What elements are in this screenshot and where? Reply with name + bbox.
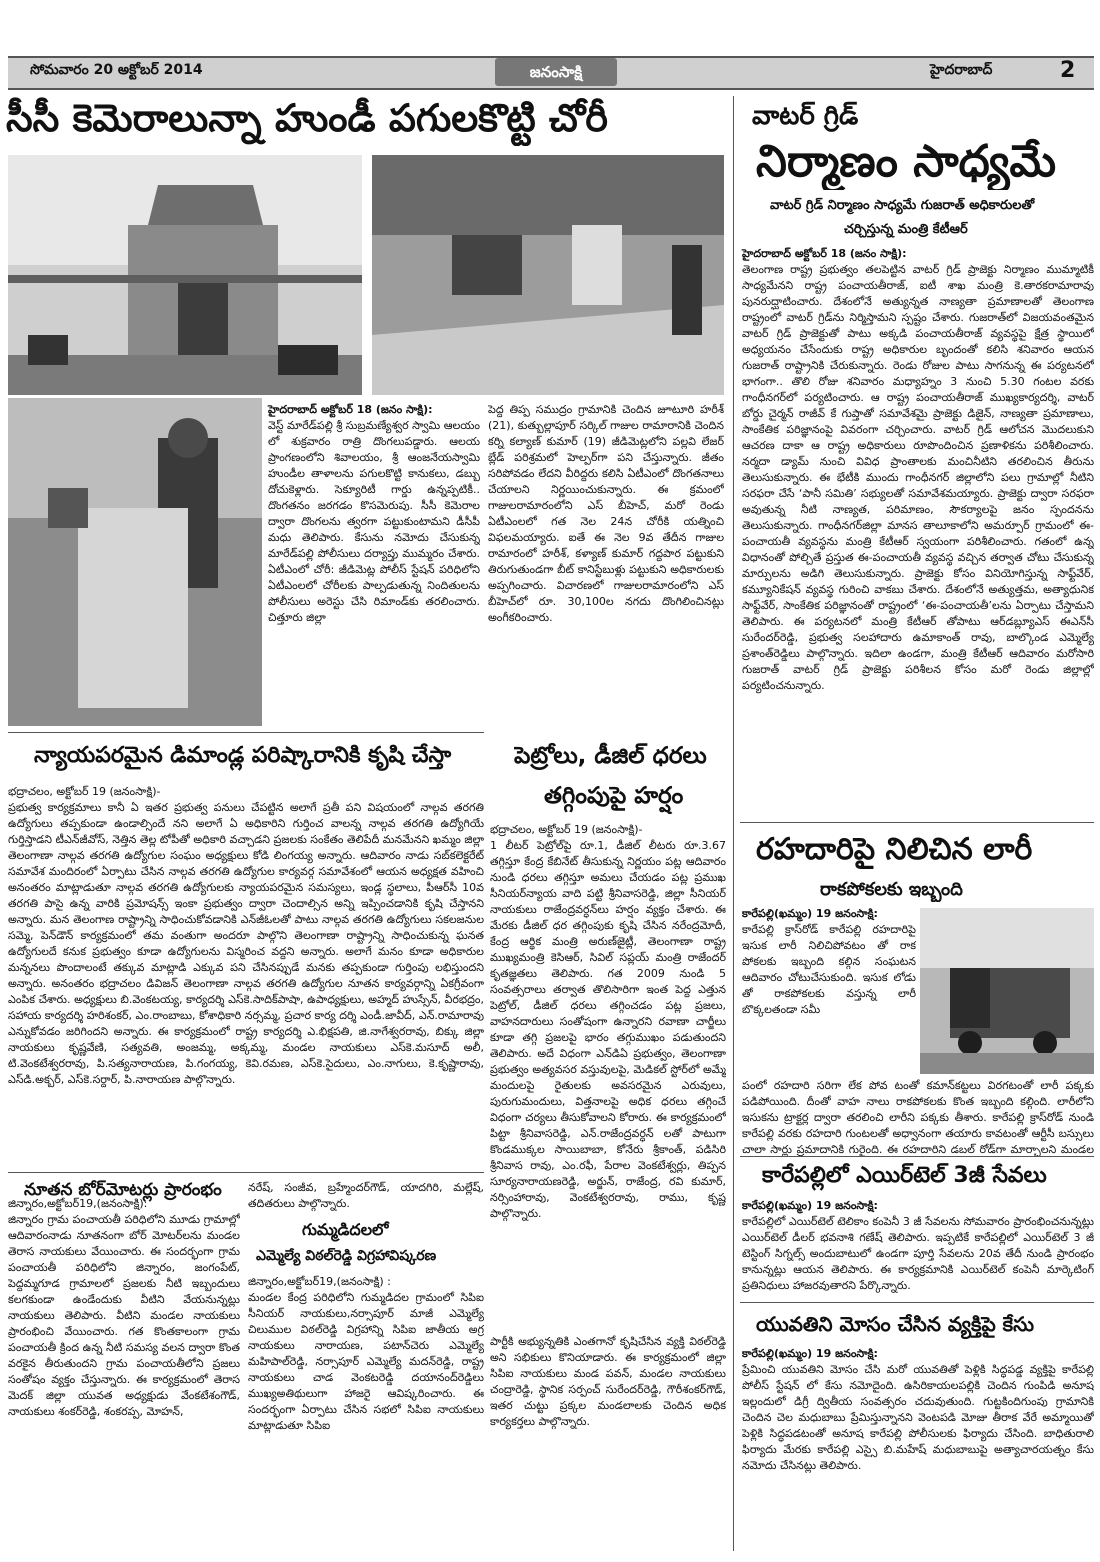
demands-body: ప్రభుత్వ కార్యక్రమాలు కానీ ఏ ఇతర ప్రభుత్వ పనులు చేపట్టిన అలాగే ప్రతీ పని విషయంలో నాల్గవ తరగతి ఉద్యోగులు తప్పకుండా ఉండాల్సిందే నని అలాగే ఏ అధికారిని గుర్తించ వాలన్న నాల్గవ తరగతి ఉద్యోగియే గుర్తిస్తాడని టీఎన్‌జీవోస్, నెత్తిన తెల్ల టోపీతో అధికారి వచ్చాడని ప్రజలకు సంకేతం తెలిపేదీ మనమేనని ఖమ్మం జిల్లా తెలంగాణా నాల్గవ తరగతి ఉద్యోగుల సంఘం అధ్యక్షులు కోడి లింగయ్య అన్నారు. ఆదివారం నాడు సబ్‌కలెక్టరేట్ సమావేశ మందిరంలో ఏర్పాటు చేసిన నాల్గవ తరగతి ఉద్యోగుల కార్యవర్గ సమావేశంలో ఆయన అధ్యక్షత వహించి అనంతరం మాట్లాడుతూ నాల్గవ తరగతి ఉద్యోగులకు న్యాయపరమైన సమస్యలు, ఇండ్ల స్థలాలు, పీఆర్‌సీ 10వ తరగతి పాసై ఉన్న వారికి ప్రమోషన్స్ ఇంకా ప్రభుత్వం ద్వారా చెందాల్సిన అన్ని ఇప్పించడానికి కృషి చేస్తానని అన్నారు. మన తెలంగాణ రాష్ట్రాన్ని సాధించుకోవడానికి ఎన్‌జీఓలతో పాటు నాల్గవ తరగతి ఉద్యోగులు సకలజనుల సమ్మె, పెన్‌డౌన్ కార్యక్రమంలో తమ వంతుగా అందరూ పాల్గొని తెలంగాణా రాష్ట్రాన్ని సాధించుకున్న ఘనత ఉద్యోగులదే కనుక ప్రభుత్వం కూడా ఉద్యోగులను విస్మరించ వద్దని అన్నారు. అలాగే మనం కూడా అధికారుల మన్ననలు పొందాలంటే తక్కువ మాట్లాడి ఎక్కువ పని చేసినప్పుడే మనకు తప్పకుండా గుర్తింపు లభిస్తుందని అన్నారు. అనంతరం భద్రాచలం డివిజన్ తెలంగాణా నాల్గవ తరగతి ఉద్యోగుల నూతన కార్యవర్గాన్ని ఏకగ్రీవంగా ఎంపిక చేశారు. అధ్యక్షులు బి.వెంకటయ్య, కార్యదర్శి ఎస్‌కె.సాదిక్‌పాషా, ఉపాధ్యక్షులు, అహ్మద్ హుస్సేన్, వీరభద్రం, సహాయ కార్యదర్శి హరిశంకర్, ఎం.రాంబాబు, కోశాధికారి నర్సమ్మ, ప్రచార కార్య దర్శి ఎండీ.జావీద్, ఎన్.రామారావు ఎన్నుకోవడం జరిగిందని అన్నారు. ఈ కార్యక్రమంలో రాష్ట్ర కార్యదర్శి ఎ.భిక్షపతి, జి.నాగేశ్వరరావు, బిక్కు జిల్లా నాయకులు కృష్ణవేణి, సత్యవతి, అంజమ్మ, అక్కమ్మ, మండల నాయకులు ఎస్‌కె.మసూద్ అలీ, టి.వెంకటేశ్వరరావు, పి.సత్యనారాయణ, పి.గంగయ్య, కెవి.రమణ, ఎస్‌కె.సైదులు, ఎం.నాగులు, కె.కృష్ణారావు, ఎస్‌డి.అక్బర్, ఎస్‌కె.సర్దార్, పి.నారాయణ పాల్గొన్నారు.	[8, 801, 484, 1086]
demands-dateline: భద్రాచలం, అక్టోబర్ 19 (జనంసాక్షి)-	[8, 785, 161, 798]
water-grid-deck-2: చర్చిస్తున్న మంత్రి కేటీఆర్	[844, 222, 968, 237]
lorry-photo	[920, 908, 1094, 1074]
statue-headline-1: గుమ్మడిదలలో	[302, 1220, 389, 1239]
water-grid-body: తెలంగాణ రాష్ట్ర ప్రభుత్వం తలపెట్టిన వాటర్ గ్రిడ్ ప్రాజెక్టు నిర్మాణం ముమ్మాటికీ సాధ్యమేనని రాష్ట్ర పంచాయతీరాజ్, ఐటీ శాఖ మంత్రి కె.తారకరామారావు పునరుద్ఘాటించారు. దేశంలోనే అత్యున్నత నాణ్యతా ప్రమాణాలతో తెలంగాణ రాష్ట్రంలో వాటర్ గ్రిడ్‌ను నిర్మిస్తామని స్పష్టం చేశారు. గుజరాత్‌లో విజయవంతమైన వాటర్ గ్రిడ్ ప్రాజెక్టుతో పాటు అక్కడి పంచాయతీరాజ్ వ్యవస్థపై క్షేత్ర స్థాయిలో అధ్యయనం చేసేందుకు రాష్ట్ర అధికారుల బృందంతో కలిసి శనివారం ఆయన గుజరాత్ రాష్ట్రానికి చేరుకున్నారు. రెండు రోజుల పాటు సాగనున్న ఈ పర్యటనలో భాగంగా.. తొలి రోజు శనివారం మధ్యాహ్నం 3 నుంచి 5.30 గంటల వరకు గాంధీనగర్‌లో పర్యటించారు. ఆ రాష్ట్ర పంచాయతీరాజ్ ముఖ్యకార్యదర్శి, వాటర్ బోర్డు చైర్మన్ రాజీవ్ కే గుప్తాతో సమావేశమై ప్రాజెక్టు డిజైన్, నాణ్యతా ప్రమాణాలు, సాంకేతిక పరిజ్ఞానంపై వివరంగా చర్చించారు. వాటర్ గ్రిడ్ ఆలోచన మొదలుకుని ఆచరణ దాకా ఆ రాష్ట్ర అధికారులు రూపొందించిన ప్రణాళికను పరిశీలించారు. నర్మదా డ్యామ్ నుంచి వివిధ ప్రాంతాలకు మంచినీటిని తరలించిన తీరును తెలుసుకున్నారు. ఈ భేటీకి ముందు గాంధీనగర్ జిల్లాలోని పలు గ్రామాల్లో నీటిని సరఫరా చేసే ‘పానీ సమితి’ సభ్యులతో సమావేశమయ్యారు. ప్రాజెక్టు ద్వారా సరఫరా అవుతున్న నీటి నాణ్యత, పరిమాణం, సౌకర్యాలపై జనం స్పందనను తెలుసుకున్నారు. గాంధీనగర్‌జిల్లా మానస తాలూకాలోని అమర్పూర్ గ్రామంలో ఈ-పంచాయతీ వ్యవస్థను మంత్రి కేటీఆర్ స్వయంగా పరిశీలించారు. గతంలో ఉన్న విధానంతో పోల్చితే ప్రస్తుత ఈ-పంచాయతీ వ్యవస్థ వచ్చిన తర్వాత చోటు చేసుకున్న మార్పులను అడిగి తెలుసుకున్నారు. ప్రాజెక్టు కోసం వినియోగిస్తున్న సాఫ్ట్‌వేర్, కమ్యూనికేషన్ వ్యవస్థ గురించి వాకబు చేశారు. దేశంలోనే అత్యుత్తమ, అత్యాధునిక సాఫ్ట్‌వేర్, సాంకేతిక పరిజ్ఞానంతో రాష్ట్రంలో ‘ఈ-పంచాయతీ’లను ఏర్పాటు చేస్తామని తెలిపారు. ఈ పర్యటనలో మంత్రి కేటీఆర్ తోపాటు ఆర్‌డబ్ల్యూఎస్ ఈఎన్‌సీ సురేందర్‌రెడ్డి, ప్రభుత్వ సలహాదారు ఉమాకాంత్ రావు, బాల్కొండ ఎమ్మెల్యే ప్రశాంత్‌రెడ్డిలు పాల్గొన్నారు. ఇదిలా ఉండగా, మంత్రి కేటీఆర్ ఆదివారం మరోసారి గుజరాత్ వాటర్ గ్రిడ్ ప్రాజెక్టు పరిశీలన కోసం మరో రెండు జిల్లాల్లో పర్యటించనున్నారు.	[742, 263, 1094, 692]
demands-headline: న్యాయపరమైన డిమాండ్ల పరిష్కారానికి కృషి చేస్తా	[34, 743, 452, 768]
cheating-dateline: కారేపల్లి(ఖమ్మం) 19 జనంసాక్షి:	[742, 1347, 878, 1360]
lorry-headline: రహదారిపై నిలిచిన లారీ	[756, 832, 1033, 867]
cheating-headline: యువతిని మోసం చేసిన వ్యక్తిపై కేసు	[756, 1312, 1035, 1336]
water-grid-dateline: హైదరాబాద్ అక్టోబర్ 18 (జనం సాక్షి):	[742, 247, 907, 260]
water-grid-kicker: వాటర్ గ్రిడ్	[752, 101, 859, 131]
lorry-subhead: రాకపోకలకు ఇబ్బంది	[820, 879, 963, 900]
lorry-image	[920, 908, 1094, 1074]
temple-gopuram-photo	[8, 155, 362, 395]
cheating-body: ప్రేమించి యువతిని మోసం చేసి మరో యువతితో పెళ్లికి సిద్ధపడ్డ వ్యక్తిపై కారేపల్లి పోలీస్ స్టేషన్ లో కేసు నమోదైంది. ఉసిరికాయలపల్లికి చెందిన గుంపిడి అనూష ఇల్లందులో డిగ్రీ ద్వితీయ సంవత్సరం చదువుతుంది. గుట్టకిందిగుంపు గ్రామానికి చెందిన చెల మధుబాబు ప్రేమిస్తున్నానని వెంటపడి మోజు తీరాక వేరే అమ్మాయితో పెళ్లికి సిద్ధపడటంతో అనూష కారేపల్లి పోలీసులకు ఫిర్యాదు చేసింది. బాధితురాలి ఫిర్యాదు మేరకు కారేపల్లి ఎస్సై బి.మహేష్ మధుబాబుపై అత్యాచారయత్నం కేసు నమోదు చేసినట్లు తెలిపారు.	[742, 1363, 1094, 1472]
temple-gopuram-image	[8, 155, 362, 395]
masthead-city: హైదరాబాద్	[930, 62, 993, 78]
borewells-headline: నూతన బోర్‌మోటర్లు ప్రారంభం	[24, 1180, 222, 1200]
hundi-headline: సీసీ కెమెరాలున్నా హుండీ పగులకొట్టి చోరీ	[6, 96, 608, 140]
petrol-headline-2: తగ్గింపుపై హర్షం	[544, 783, 684, 809]
newspaper-logo: జనంసాక్షి	[495, 58, 617, 86]
borewells-body-col1: జిన్నారం గ్రామ పంచాయతీ పరిధిలోని మూడు గ్రామాల్లో ఆదివారంనాడు నూతనంగా బోర్ మోటర్‌లను మండల తెరాస నాయకులు వేయించారు. ఈ సందర్భంగా గ్రామ పంచాయతీ పరిధిలోని జిన్నారం, జంగంపేట్, పెద్దమ్మగూడ గ్రామాలలో ప్రజలకు నీటి ఇబ్బందులు కలగకుండా ఉండేందుకు వీటిని వేయనున్నట్లు నాయకులు తెలిపారు. వీటిని మండల నాయకులు ప్రారంభించి వేయించారు. గత కొంతకాలంగా గ్రామ పంచాయతీ క్రింద ఉన్న నీటి సమస్య వలన ద్వారా కొంత వరకైన తీరుతుందని గ్రామ పంచాయతీలోని ప్రజలు సంతోషం వ్యక్తం చేస్తున్నారు. ఈ కార్యక్రమంలో తెరాస మెదక్ జిల్లా యువత అధ్యక్షుడు వేంకటేశంగౌడ్, నాయకులు శంకర్‌రెడ్డి, శంకరప్ప, మోహన్,	[8, 1213, 240, 1418]
hundi-man-image	[8, 398, 262, 726]
petrol-headline-1: పెట్రోలు, డీజిల్ ధరలు	[514, 743, 707, 769]
water-grid-deck-1: వాటర్ గ్రిడ్ నిర్మాణం సాధ్యమే గుజరాత్ అధికారులతో	[770, 198, 1035, 213]
masthead	[0, 0, 1100, 92]
temple-hundi-photo	[372, 155, 724, 395]
column-rule	[733, 96, 734, 1551]
hundi-man-photo	[8, 398, 262, 726]
statue-body: మండల కేంద్ర పరిధిలోని గుమ్మడిదల గ్రామంలో సిపిఐ సీనియర్ నాయకులు,నర్సాపూర్ మాజీ ఎమ్మెల్యే చిలుముల విఠల్‌రెడ్డి విగ్రహాన్ని సిపిఐ జాతీయ అగ్ర నాయకులు నారాయణ, పటాన్‌చెరు ఎమ్మెల్యే మహిపాల్‌రెడ్డి, నర్సాపూర్ ఎమ్మెల్యే మదన్‌రెడ్డి, రాష్ట్ర నాయకులు చాడ వెంకటరెడ్డి దయానంద్‌రెడ్డిలు ముఖ్యఅతిథులుగా హాజరై ఆవిష్కరించారు. ఈ సందర్భంగా ఏర్పాటు చేసిన సభలో సిపిఐ నాయకులు మాట్లాడుతూ సిపిఐ	[248, 1291, 484, 1432]
hundi-body-col2: పెద్ద తిప్ప సముద్రం గ్రామానికి చెందిన జూటూరి హరీశ్ (21), కుత్బుల్లాపూర్ సర్కిల్ గాజుల రామారానికి చెందిన కర్ని కల్యాణ్ కుమార్ (19) జీడిమెట్లలోని పల్లవి లేజర్ బ్లేడ్ పరిశ్రమలో హెల్పర్‌గా పని చేస్తున్నారు. జీతం సరిపోవడం లేదని వీరిద్దరు కలిసి ఏటీఎంలో దొంగతనాలు చేయాలని నిర్ణయించుకున్నారు. ఈ క్రమంలో గాజులరామారంలోని ఎస్ బీహెచ్, మరో రెండు ఏటీఎంలలో గత నెల 24న చోరీకి యత్నించి విఫలమయ్యారు. ఐతే ఈ నెల 9వ తేదీన గాజుల రామారంలో హరీశ్, కళ్యాణ్ కుమార్ గద్దపార పట్టుకుని తిరుగుతుండగా బీట్ కానిస్టేబుళ్లు పట్టుకుని అధికారులకు అప్పగించారు. విచారణలో గాజులరామారంలోని ఎస్ బీహెచ్‌లో రూ. 30,100ల నగదు దొంగిలించినట్లు అంగీకరించారు.	[488, 403, 724, 624]
section-rule	[740, 1156, 1094, 1157]
airtel-dateline: కారేపల్లి(ఖమ్మం) 19 జనంసాక్షి:	[742, 1199, 878, 1212]
statue-dateline: జిన్నారం,అక్టోబర్19,(జనంసాక్షి) :	[248, 1275, 391, 1288]
airtel-body: కారేపల్లిలో ఎయిర్‌టెల్ టెలికాం కంపెనీ 3 జీ సేవలను సోమవారం ప్రారంభించనున్నట్లు ఎయిర్‌టెల్ డీలర్ భవనాశి గణేష్ తెలిపారు. ఇప్పటికే కారేపల్లిలో ఎయిర్‌టెల్ 3 జీ టెస్టింగ్ సిగ్నల్స్ అందుబాటులో ఉండగా పూర్తి సేవలను 20వ తేదీ నుండి ప్రారంభం కానున్నట్లు ఆయన తెలిపారు. ఈ కార్యక్రమానికి ఎయిర్‌టెల్ కంపెనీ మార్కెటింగ్ ప్రతినిధులు హాజరవుతారని పేర్కొన్నారు.	[742, 1215, 1094, 1292]
section-rule	[8, 1172, 484, 1173]
hundi-body-col1: వెస్ట్ మారేడ్‌పల్లి శ్రీ సుబ్రమణ్యేశ్వర స్వామి ఆలయం లో శుక్రవారం రాత్రి దొంగలుపడ్డారు. ఆలయ ప్రాంగణంలోని శివాలయం, శ్రీ ఆంజనేయస్వామి హుండీల తాళాలను పగులకొట్టి కానుకలు, డబ్బు దోచుకెళ్లారు. సెక్యూరిటీ గార్డు ఉన్నప్పటికీ.. దొంగతనం జరగడం కొసమెరుపు. సీసీ కెమెరాల ద్వారా దొంగలను త్వరగా పట్టుకుంటామని డీసీపీ మధు తెలిపారు. కేసును నమోదు చేసుకున్న మారేడ్‌పల్లి పోలీసులు దర్యాప్తు ముమ్మరం చేశారు. ఏటీఎంలో చోరీ: జీడిమెట్ల పోలీస్ స్టేషన్ పరిధిలోని ఏటీఎంలలో చోరీలకు పాల్పడుతున్న నిందితులను పోలీసులు అరెస్టు చేసి రిమాండ్‌కు తరలించారు. చిత్తూరు జిల్లా	[268, 419, 480, 624]
borewells-body-col2: నరేష్, సంజీవ, బ్రహ్మేందర్‌గౌడ్, యాదగిరి, మల్లేష్, తదితరులు పాల్గొన్నారు.	[248, 1181, 484, 1210]
section-rule	[8, 732, 484, 733]
cpi-meeting-body: పార్టీకి అభ్యున్నతికి ఎంతగానో కృషిచేసిన వ్యక్తి విఠల్‌రెడ్డి అని సభికులు కొనియాడారు. ఈ కార్యక్రమంలో జిల్లా సిపిఐ నాయకులు మండ పవన్, మండల నాయకులు చంద్రారెడ్డి, స్థానిక సర్పంచ్ సురేందర్‌రెడ్డి, గౌరీశంకర్‌గౌడ్, ఇతర చుట్టు ప్రక్కల మండలాలకు చెందిన అధిక కార్యకర్తలు పాల్గొన్నారు.	[490, 1335, 726, 1428]
borewells-dateline: జిన్నారం,అక్టోబర్19,(జనంసాక్షి):	[8, 1197, 148, 1210]
statue-headline-2: ఎమ్మెల్యే విఠల్‌రెడ్డి విగ్రహావిష్కరణ	[256, 1248, 437, 1264]
section-rule	[740, 1302, 1094, 1303]
page-number: 2	[1060, 58, 1076, 83]
lorry-body-full: పంలో రహదారి సరిగా లేక పోవ టంతో కమాన్‌కట్టలు విరగటంతో లారీ పక్కకు పడిపోయింది. దీంతో వాహ నాలు రాకపోకలకు కొంత ఇబ్బంది కల్గింది. లారీలోని ఇసుకను ట్రాక్టర్ల ద్వారా తరలించి లారీని పక్కకు తీశారు. కారేపల్లి క్రాస్‌రోడ్ నుండి కారేపల్లి వరకు రహదారి గుంటలతో అధ్వానంగా తయారు కావటంతో ఆర్టీసీ బస్సులు చాలా సార్లు ప్రమాదానికి గురైంది. ఈ రహదారిని డబల్ రోడ్‌గా మార్చాలని మండల	[742, 1079, 1094, 1156]
masthead-date: సోమవారం 20 అక్టోబర్ 2014	[30, 62, 203, 78]
temple-hundi-image	[372, 155, 724, 395]
water-grid-headline: నిర్మాణం సాధ్యమే	[756, 136, 1057, 187]
lorry-body-left: కారేపల్లి క్రాస్‌రోడ్ కారేపల్లి రహదారిపై ఇసుక లారీ నిలిచిపోవటం తో రాక పోకలకు ఇబ్బంది కల్గిన సంఘటన ఆదివారం చోటుచేసుకుంది. ఇసుక లోడు తో రాకపోకలకు వస్తున్న లారీ బొక్కలతండా సమీ	[742, 923, 916, 1016]
hundi-dateline: హైదరాబాద్ అక్టోబర్ 18 (జనం సాక్షి):	[268, 403, 433, 416]
petrol-dateline: భద్రాచలం, అక్టోబర్ 19 (జనంసాక్షి)-	[490, 823, 643, 836]
airtel-headline: కారేపల్లిలో ఎయిర్‌టెల్ 3జీ సేవలు	[762, 1163, 1047, 1188]
section-rule	[740, 822, 1094, 823]
petrol-body: 1 లీటర్ పెట్రోల్‌పై రూ.1, డీజిల్ లీటరు రూ.3.67 తగ్గిస్తూ కేంద్ర కేబినేట్ తీసుకున్న నిర్ణయం పట్ల ఆదివారం నుండి ధరలు తగ్గిస్తూ అమలు చేయడం పట్ల ప్రముఖ సీనియర్‌న్యాయ వాది పట్టి శ్రీనివాసరెడ్డి, జిల్లా సీనియర్ నాయకులు రాజేంద్రవర్ధన్‌లు హర్షం వ్యక్తం చేశారు. ఈ మేరకు డీజిల్ ధర తగ్గింపుకు కృషి చేసిన నరేంద్రమోదీ, కేంద్ర ఆర్థిక మంత్రి అరుణ్‌జైట్లీ, తెలంగాణా రాష్ట్ర ముఖ్యమంత్రి కెసిఆర్, సివిల్ సప్లయ్ మంత్రి రాజేందర్ కృతజ్ఞతలు తెలిపారు. గత 2009 నుండి 5 సంవత్సరాలు తర్వాత తొలిసారిగా ఇంత పెద్ద ఎత్తున పెట్రోల్, డీజిల్ ధరలు తగ్గించడం పట్ల ప్రజలు, వాహనదారులు సంతోషంగా ఉన్నారని రవాణా చార్జీలు కూడా తగ్గి ప్రజలపై భారం తగ్గుముఖం పడుతుందని తెలిపారు. అదే విధంగా ఎన్‌డిఏ ప్రభుత్వం, తెలంగాణా ప్రభుత్వం అత్యవసర వస్తువులపై, మెడికల్ స్టోర్‌లో అమ్మే మందులపై రైతులకు అవసరమైన ఎరువులు, పురుగుమందులు, విత్తనాలపై అధిక ధరలు తగ్గించే విధంగా చర్యలు తీసుకోవాలని కోరారు. ఈ కార్యక్రమంలో పిట్టా శ్రీనివాసరెడ్డి, ఎన్.రాజేంద్రవర్ధన్ లతో పాటుగా కొండముక్కల సాయిబాబా, కోనేరు శ్రీకాంత్, పడిసిరి శ్రీనివాస రావు, ఎం.రఫీ, పేరాల వెంకటేశ్వర్లు, తిప్పన సూర్యనారాయణరెడ్డి, అర్జున్, రాజేంద్ర, రవి కుమార్, నర్సింహారావు, వెంకటేశ్వరరావు, రాము, కృష్ణ పాల్గొన్నారు.	[490, 839, 726, 1220]
lorry-dateline: కారేపల్లి(ఖమ్మం) 19 జనంసాక్షి:	[742, 907, 878, 920]
